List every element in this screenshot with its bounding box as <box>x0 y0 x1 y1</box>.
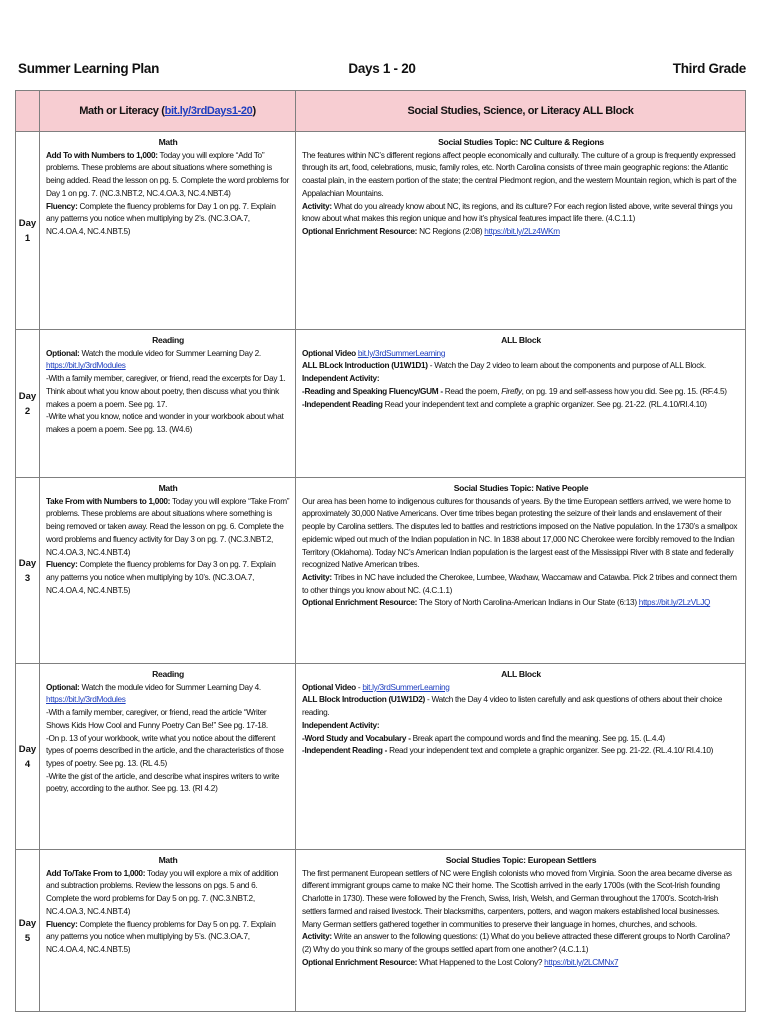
text-line <box>302 682 740 695</box>
text-line <box>302 360 740 373</box>
text-line <box>302 399 740 412</box>
text-line <box>46 150 290 201</box>
bold-label: Fluency: <box>46 560 78 570</box>
cell-title: Social Studies Topic: Native People <box>453 483 589 493</box>
math-literacy-header <box>40 91 296 132</box>
bold-label: Fluency: <box>46 919 78 929</box>
bold-label: Take From with Numbers to 1,000: <box>46 496 171 506</box>
text-line <box>46 496 290 560</box>
text-line <box>46 868 290 919</box>
bold-label: Optional Video <box>302 348 356 358</box>
body-text: Watch the module video for Summer Learning Day 4. <box>79 682 261 692</box>
cell-title: Reading <box>152 335 184 345</box>
math-literacy-cell <box>40 330 296 478</box>
body-text: -Write what you know, notice and wonder in your workbook about what makes a poem a poem. See pg. 13. (W4.6) <box>46 412 284 434</box>
text-line <box>302 720 740 733</box>
text-line <box>302 386 740 399</box>
body-text: -With a family member, caregiver, or friend, read the article “Writer Shows Kids How Cool and Funny Poetry Can Be!” See pg. 17-18. <box>46 708 268 730</box>
day-number: 5 <box>24 932 31 944</box>
bold-label: Activity: <box>302 572 332 582</box>
body-text: Complete the fluency problems for Day 5 on pg. 7. Explain any patterns you notice when multiplying by 5’s. (NC.3.OA.7, NC.4.OA.4, NC.4.NBT.5) <box>46 919 276 954</box>
bold-label: Activity: <box>302 201 332 211</box>
grade-label: Third Grade <box>672 61 746 76</box>
math-literacy-cell <box>40 132 296 330</box>
resource-link[interactable]: bit.ly/3rdSummerLearning <box>362 682 450 692</box>
text-line <box>302 745 740 758</box>
day-word: Day <box>18 743 37 755</box>
body-text: The Story of North Carolina-American Indians in Our State (6:13) <box>417 598 639 608</box>
body-text: -Write the gist of the article, and describe what inspires writers to write poetry, according to the author. See pg. 13. (RI 4.2) <box>46 771 280 794</box>
body-text: Our area has been home to indigenous cultures for thousands of years. By the time European settlers arrived, we were home to approximately 30,000 Native Americans. Over time tribes began protesting the seizure of their lands and enslavement of their people by Carolina settlers. The disputes led to battles and restrictions imposed on the Native population. In the 1730’s a smallpox epidemic wiped out much of the Indian population in NC. In 1838 about 17,000 NC Cherokee were forcibly removed to the Indian Territory (Oklahoma). Today NC’s American Indian population is the largest east of the Mississippi River with 8 state and federally recognized Native American tribes. <box>302 496 738 570</box>
cell-title: Social Studies Topic: European Settlers <box>445 855 597 865</box>
social-studies-cell <box>296 850 746 1012</box>
body-text: - <box>355 682 363 692</box>
day-number: 3 <box>24 572 31 584</box>
text-line <box>302 150 740 201</box>
italic-text: Firefly <box>501 386 522 396</box>
day-word: Day <box>18 917 37 929</box>
text-line <box>46 771 290 796</box>
bold-label: Independent Activity: <box>302 374 380 384</box>
day-number: 2 <box>24 405 31 417</box>
resource-link[interactable]: https://bit.ly/3rdModules <box>46 361 126 371</box>
column-header-row <box>16 91 746 132</box>
cell-title: ALL Block <box>501 335 541 345</box>
text-line <box>302 373 740 386</box>
day-row <box>16 850 746 1012</box>
body-text: Read the poem, <box>442 386 502 396</box>
resource-link[interactable]: https://bit.ly/2LzVLJQ <box>638 598 711 608</box>
bold-label: Activity: <box>302 932 332 942</box>
resource-link[interactable]: https://bit.ly/3rdModules <box>46 695 126 705</box>
text-line <box>46 682 290 695</box>
cell-title: ALL Block <box>501 669 541 679</box>
bold-label: ALL BLock Introduction (U1W1D1) <box>302 361 428 371</box>
math-literacy-cell <box>40 478 296 664</box>
resource-link[interactable]: https://bit.ly/2Lz4WKm <box>484 226 560 236</box>
text-line <box>302 597 740 610</box>
text-line <box>46 411 290 436</box>
social-studies-cell <box>296 132 746 330</box>
text-line <box>302 201 740 226</box>
social-studies-header: Social Studies, Science, or Literacy ALL Block <box>296 91 746 132</box>
bold-label: Independent Activity: <box>302 720 380 730</box>
body-text: Complete the fluency problems for Day 3 on pg. 7. Explain any patterns you notice when multiplying by 10’s. (NC.3.OA.7, NC.4.OA.4, NC.4.NBT.5) <box>46 560 276 595</box>
day-word: Day <box>18 390 37 402</box>
body-text: , on pg. 19 and self-assess how you did. See pg. 15. (RF.4.5) <box>521 386 727 396</box>
body-text: Write an answer to the following questions: (1) What do you believe attracted these different groups to North Carolina? (2) Why do you think so many of the groups settled apart from one another? (4.C.1.1) <box>302 932 730 954</box>
social-studies-cell <box>296 664 746 850</box>
bold-label: Optional Enrichment Resource: <box>302 598 418 608</box>
body-text: -With a family member, caregiver, or friend, read the excerpts for Day 1. Think about what you know about poetry, then discuss what you think makes a poem a poem. See pg. 17. <box>46 374 286 409</box>
text-line <box>46 348 290 361</box>
day-number: 4 <box>24 758 31 770</box>
text-line <box>46 707 290 732</box>
text-line <box>302 931 740 956</box>
cell-title: Social Studies Topic: NC Culture & Regions <box>438 137 604 147</box>
math-literacy-cell <box>40 664 296 850</box>
text-line <box>46 559 290 597</box>
body-text: Tribes in NC have included the Cherokee, Lumbee, Waxhaw, Waccamaw and Catawba. Pick 2 tribes and connect them to other things you know about NC. (4.C.1.1) <box>302 572 737 595</box>
text-line <box>46 919 290 957</box>
day-label-cell <box>16 330 40 478</box>
cell-title: Reading <box>152 669 184 679</box>
days-link[interactable]: bit.ly/3rdDays1-20 <box>164 105 253 117</box>
bold-label: Optional Enrichment Resource: <box>302 957 418 967</box>
body-text: Break apart the compound words and find the meaning. See pg. 15. (L.4.4) <box>410 733 665 743</box>
text-line <box>302 496 740 572</box>
bold-label: -Reading and Speaking Fluency/GUM - <box>302 386 443 396</box>
text-line <box>46 360 290 373</box>
social-studies-cell <box>296 330 746 478</box>
text-line <box>302 868 740 932</box>
cell-title: Math <box>158 483 178 493</box>
days-range: Days 1 - 20 <box>348 61 416 76</box>
math-literacy-header-text: Math or Literacy ( <box>79 105 165 117</box>
bold-label: -Word Study and Vocabulary - <box>302 733 411 743</box>
body-text: Today you will explore “Add To” problems. These problems are about situations where something is being added. Read the lesson on pg. 5. Complete the word problems for Day 1 on pg. 7. (NC.3.NBT.2, NC.4.OA.3, NC.4.NBT.4) <box>46 150 290 198</box>
text-line <box>302 226 740 239</box>
body-text: The first permanent European settlers of NC were English colonists who moved from Virginia. Soon the area became diverse as different immigrant groups came to make NC their home. The Scottish arrived in the early 1700s (with the Scot-Irish founding Charlotte in 1730). These were followed by the French, Swiss, Irish, Welsh, and German throughout the 1700’s. Scotch-Irish settlers farmed and raised livestock. Their blacksmiths, carpenters, potters, and wagon makers established local businesses. Many German settlers gathered together in communities to preserve their language in homes, churches, and schools. <box>302 868 732 929</box>
day-row <box>16 132 746 330</box>
plan-table <box>15 90 746 1012</box>
body-text: NC Regions (2:08) <box>417 226 485 236</box>
resource-link[interactable]: bit.ly/3rdSummerLearning <box>357 348 446 358</box>
day-label-cell <box>16 664 40 850</box>
body-text: - Watch the Day 4 video to listen carefully and ask questions of others about their choice reading. <box>302 695 723 718</box>
bold-label: Optional: <box>46 348 80 358</box>
day-number: 1 <box>24 232 31 244</box>
corner-cell <box>16 91 40 132</box>
bold-label: Add To with Numbers to 1,000: <box>46 150 158 160</box>
body-text: - Watch the Day 2 video to learn about the components and purpose of ALL Block. <box>427 361 706 371</box>
day-row <box>16 330 746 478</box>
body-text: Today you will explore a mix of addition and subtraction problems. Review the lessons on pgs. 5 and 6. Complete the word problems for Day 5 on pg. 7. (NC.3.NBT.2, NC.4.OA.3, NC.4.NBT.4) <box>46 868 279 916</box>
body-text: Watch the module video for Summer Learning Day 2. <box>79 348 261 358</box>
text-line <box>302 694 740 719</box>
cell-title: Math <box>158 855 178 865</box>
bold-label: Optional Video <box>302 682 356 692</box>
body-text: Complete the fluency problems for Day 1 on pg. 7. Explain any patterns you notice when multiplying by 2’s. (NC.3.OA.7, NC.4.OA.4, NC.4.NBT.5) <box>46 201 276 236</box>
day-label-cell <box>16 132 40 330</box>
cell-title: Math <box>158 137 178 147</box>
day-label-cell <box>16 478 40 664</box>
body-text: Read your independent text and complete a graphic organizer. See pg. 21-22. (RL.4.10/ RI.4.10) <box>387 746 714 756</box>
text-line <box>46 694 290 707</box>
text-line <box>46 733 290 771</box>
day-word: Day <box>18 557 37 569</box>
text-line <box>46 201 290 239</box>
day-word: Day <box>18 217 37 229</box>
body-text: -On p. 13 of your workbook, write what you notice about the different types of poems described in the article, and the characteristics of those types of poetry. See pg. 13. (RL 4.5) <box>46 733 284 768</box>
resource-link[interactable]: https://bit.ly/2LCMNx7 <box>544 957 619 967</box>
text-line <box>302 348 740 361</box>
bold-label: -Independent Reading - <box>302 746 388 756</box>
body-text: What Happened to the Lost Colony? <box>417 957 545 967</box>
day-row <box>16 664 746 850</box>
body-text: The features within NC’s different regions affect people economically and culturally. The culture of a group is frequently expressed through its art, food, celebrations, music, family roles, etc. North Carolina consists of three main geographic regions: the Atlantic coastal plain, in the eastern portion of the state; the central Piedmont region, and the western Mountain region, which is part of the Appalachian Mountains. <box>302 150 737 198</box>
bold-label: Fluency: <box>46 201 78 211</box>
math-literacy-header-close: ) <box>252 105 256 117</box>
page-header <box>18 61 746 83</box>
body-text: Read your independent text and complete a graphic organizer. See pg. 21-22. (RL.4.10/RI.4.10) <box>382 399 707 409</box>
social-studies-cell <box>296 478 746 664</box>
bold-label: Add To/Take From to 1,000: <box>46 868 146 878</box>
body-text: What do you already know about NC, its regions, and its culture? For each region listed above, write several things you know about what makes this region unique and how it’s physical features impact life there. (4.C.1.1) <box>302 201 733 224</box>
body-text: Today you will explore “Take From” problems. These problems are about situations where something is being removed or taken away. Read the lesson on pg. 6. Complete the word problems and fluency activity for Day 3 on pg. 7. (NC.3.NBT.2, NC.4.OA.3, NC.4.NBT.4) <box>46 496 290 557</box>
bold-label: Optional Enrichment Resource: <box>302 226 418 236</box>
plan-title: Summer Learning Plan <box>18 61 160 76</box>
day-row <box>16 478 746 664</box>
text-line <box>302 572 740 597</box>
math-literacy-cell <box>40 850 296 1012</box>
bold-label: ALL Block Introduction (U1W1D2) <box>302 695 426 705</box>
text-line <box>302 957 740 970</box>
day-label-cell <box>16 850 40 1012</box>
bold-label: -Independent Reading <box>302 399 383 409</box>
bold-label: Optional: <box>46 682 80 692</box>
text-line <box>46 373 290 411</box>
text-line <box>302 733 740 746</box>
